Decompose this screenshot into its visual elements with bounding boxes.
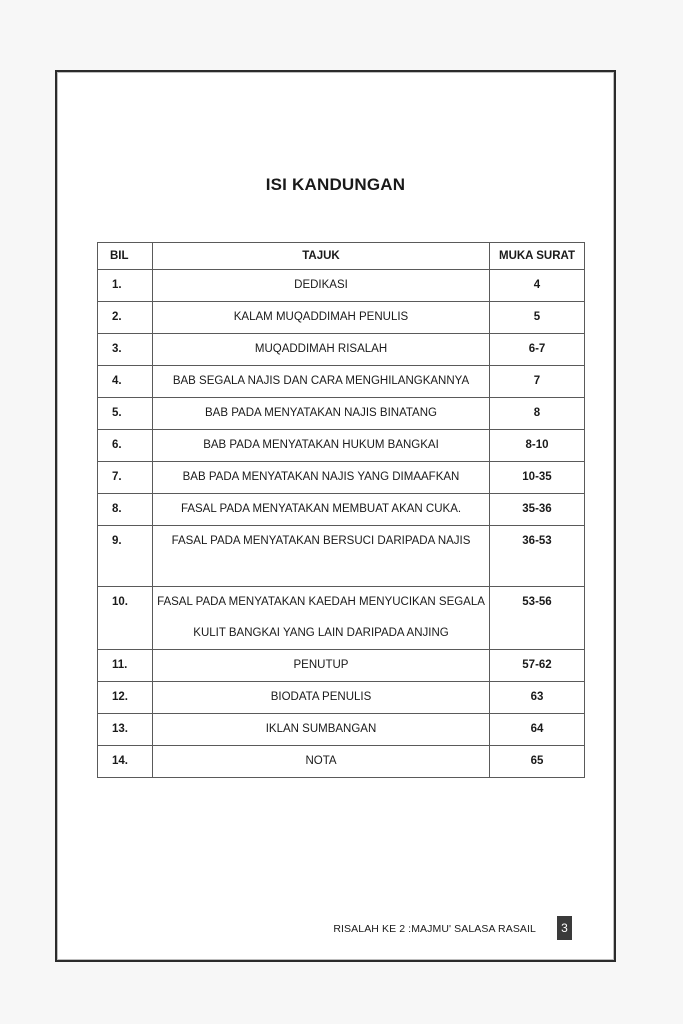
row-title: FASAL PADA MENYATAKAN MEMBUAT AKAN CUKA. (153, 494, 490, 526)
table-row (98, 494, 585, 526)
row-title: NOTA (153, 746, 490, 778)
row-page: 65 (490, 746, 585, 778)
row-title: BIODATA PENULIS (153, 682, 490, 714)
row-number: 5. (98, 398, 153, 430)
row-number: 4. (98, 366, 153, 398)
row-number: 1. (98, 270, 153, 302)
row-number: 12. (98, 682, 153, 714)
header-tajuk: TAJUK (153, 243, 490, 270)
row-number: 7. (98, 462, 153, 494)
row-page: 5 (490, 302, 585, 334)
table-row (98, 366, 585, 398)
table-row (98, 746, 585, 778)
row-page: 10-35 (490, 462, 585, 494)
table-row (98, 334, 585, 366)
page-number-badge: 3 (557, 916, 572, 940)
row-title: BAB PADA MENYATAKAN NAJIS YANG DIMAAFKAN (153, 462, 490, 494)
row-page: 63 (490, 682, 585, 714)
page-frame (55, 70, 616, 962)
row-title-line-2: KULIT BANGKAI YANG LAIN DARIPADA ANJING (193, 627, 449, 639)
row-title-line-1: FASAL PADA MENYATAKAN KAEDAH MENYUCIKAN SEGALA (157, 596, 485, 608)
row-title (153, 587, 490, 650)
table-row (98, 462, 585, 494)
header-bil: BIL (98, 243, 153, 270)
row-number: 9. (98, 526, 153, 587)
row-number: 14. (98, 746, 153, 778)
row-page: 8-10 (490, 430, 585, 462)
row-title: BAB PADA MENYATAKAN HUKUM BANGKAI (153, 430, 490, 462)
table-row (98, 398, 585, 430)
row-page: 64 (490, 714, 585, 746)
table-header-row (98, 243, 585, 270)
row-number: 11. (98, 650, 153, 682)
row-number: 10. (98, 587, 153, 650)
row-title: DEDIKASI (153, 270, 490, 302)
row-title: MUQADDIMAH RISALAH (153, 334, 490, 366)
table-row (98, 682, 585, 714)
row-page: 36-53 (490, 526, 585, 587)
row-page: 57-62 (490, 650, 585, 682)
row-page: 7 (490, 366, 585, 398)
row-title: BAB SEGALA NAJIS DAN CARA MENGHILANGKANNYA (153, 366, 490, 398)
row-page: 6-7 (490, 334, 585, 366)
footer-title: RISALAH KE 2 :MAJMU' SALASA RASAIL (333, 923, 536, 935)
row-title: PENUTUP (153, 650, 490, 682)
table-of-contents (97, 242, 585, 778)
table-row (98, 650, 585, 682)
row-title: FASAL PADA MENYATAKAN BERSUCI DARIPADA NAJIS (153, 526, 490, 587)
row-number: 2. (98, 302, 153, 334)
table-row (98, 714, 585, 746)
row-number: 6. (98, 430, 153, 462)
row-page: 4 (490, 270, 585, 302)
row-number: 13. (98, 714, 153, 746)
row-title: BAB PADA MENYATAKAN NAJIS BINATANG (153, 398, 490, 430)
table-row (98, 526, 585, 587)
page-title: ISI KANDUNGAN (265, 175, 406, 194)
table-row (98, 430, 585, 462)
row-page: 53-56 (490, 587, 585, 650)
row-number: 8. (98, 494, 153, 526)
row-title: IKLAN SUMBANGAN (153, 714, 490, 746)
table-row (98, 587, 585, 650)
row-number: 3. (98, 334, 153, 366)
row-page: 35-36 (490, 494, 585, 526)
table-row (98, 302, 585, 334)
table-row (98, 270, 585, 302)
header-muka-surat: MUKA SURAT (490, 243, 585, 270)
row-page: 8 (490, 398, 585, 430)
row-title: KALAM MUQADDIMAH PENULIS (153, 302, 490, 334)
